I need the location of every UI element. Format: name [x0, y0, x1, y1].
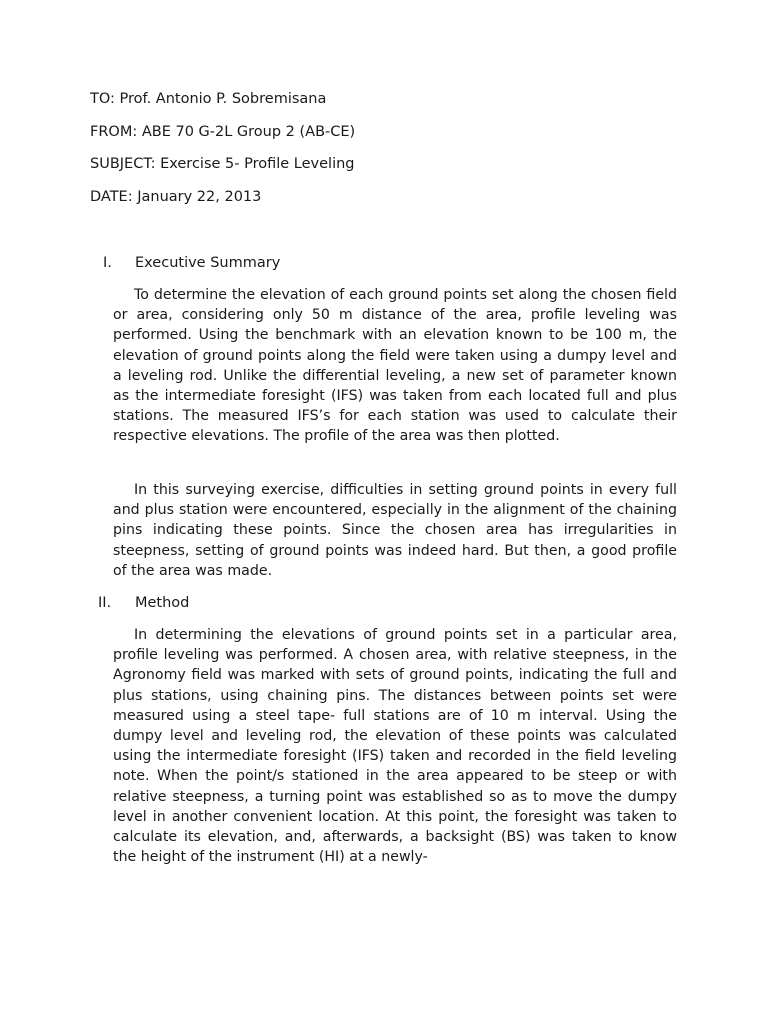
memo-to: TO: Prof. Antonio P. Sobremisana [90, 91, 327, 107]
memo-from: FROM: ABE 70 G-2L Group 2 (AB-CE) [90, 123, 356, 140]
paragraph-method-1: In determining the elevations of ground points set in a particular area, profile leveling was performed. A chosen area, with relative steepness, in the Agronomy field was marked with sets of ground points, indicating the full and plus stations, using chaining pins. The distances between points set were measured using a steel tape- full stations are of 10 m interval. Using the dumpy level and leveling rod, the elevation of these points was calculated using the intermediate foresight (IFS) taken and recorded in the field leveling note. When the point/s stationed in the area appeared to be steep or with relative steepness, a turning point was established so as to move the dumpy level in another convenient location. At this point, the foresight was taken to calculate its elevation, and, afterwards, a backsight (BS) was taken to know the height of the instrument (HI) at a newly- [113, 627, 677, 866]
section-title: Executive Summary [135, 255, 281, 271]
section-number: I. [103, 255, 112, 271]
paragraph-executive-summary-2: In this surveying exercise, difficulties in setting ground points in every full and plus station were encountered, especially in the alignment of the chaining pins indicating these points. Since the chosen area has irregularities in steepness, setting of ground points was indeed hard. But then, a good profile of the area was made. [113, 482, 677, 579]
memo-header [90, 88, 690, 218]
paragraph-executive-summary-1: To determine the elevation of each ground points set along the chosen field or area, considering only 50 m distance of the area, profile leveling was performed. Using the benchmark with an elevation known to be 100 m, the elevation of ground points along the field were taken using a dumpy level and a leveling rod. Unlike the differential leveling, a new set of parameter known as the intermediate foresight (IFS) was taken from each located full and plus stations. The measured IFS’s for each station was used to calculate their respective elevations. The profile of the area was then plotted. [113, 287, 677, 445]
section-number: II. [98, 595, 112, 611]
memo-subject: SUBJECT: Exercise 5- Profile Leveling [90, 156, 355, 173]
memo-date: DATE: January 22, 2013 [90, 188, 262, 205]
section-title: Method [135, 595, 190, 611]
